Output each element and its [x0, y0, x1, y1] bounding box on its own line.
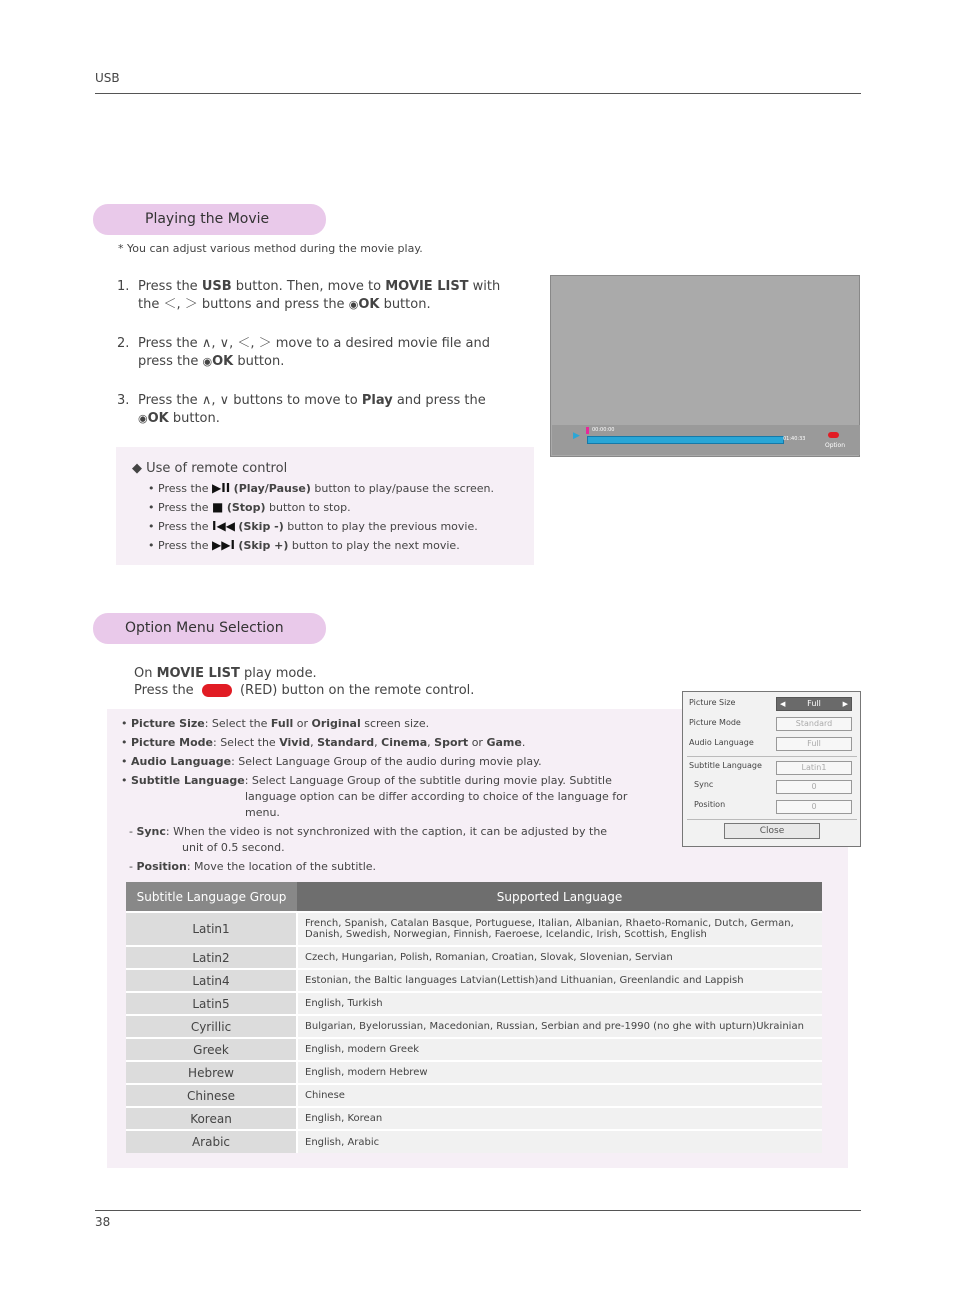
table-row: Chinese Chinese [126, 1084, 822, 1107]
playhead-marker[interactable] [586, 427, 589, 434]
menu-label-position: Position [694, 800, 726, 809]
step-2: 2. Press the ∧, ∨, ＜, ＞ move to a desired movie file and press the ◉OK button. [117, 336, 491, 369]
page-number: 38 [95, 1215, 111, 1229]
remote-item: • Press the I◀◀ (Skip -) button to play the previous movie. [148, 519, 478, 533]
arrow-left-icon[interactable]: ◀ [780, 700, 786, 708]
red-option-button-icon[interactable] [828, 432, 839, 438]
section-label: USB [95, 71, 120, 85]
position-field[interactable]: 0 [776, 800, 852, 814]
movie-player-screen [550, 275, 860, 457]
table-row: Hebrew English, modern Hebrew [126, 1061, 822, 1084]
option-definitions [121, 716, 641, 878]
diamond-bullet-icon: ◆ [132, 461, 147, 476]
ok-icon: ◉ [138, 412, 148, 425]
menu-label-subtitle-language: Subtitle Language [689, 761, 762, 770]
remote-list [148, 480, 494, 556]
play-icon[interactable]: ▶ [573, 431, 580, 441]
red-button-icon [202, 684, 232, 697]
def-position: - Position: Move the location of the subtitle. [129, 860, 377, 873]
menu-divider [687, 756, 857, 757]
footer-rule [95, 1210, 861, 1211]
skip-forward-icon: ▶▶I [212, 538, 235, 552]
sync-field[interactable]: 0 [776, 780, 852, 794]
picture-size-selector[interactable]: ◀ Full ▶ [776, 697, 852, 711]
menu-divider [687, 819, 857, 820]
def-sync: - Sync: When the video is not synchronized with the caption, it can be adjusted by the unit of 0.5 second. [129, 825, 608, 854]
table-row: Latin2 Czech, Hungarian, Polish, Romanian, Croatian, Slovak, Slovenian, Servian [126, 946, 822, 969]
time-end: 01:40:33 [783, 436, 806, 442]
header-rule [95, 93, 861, 94]
remote-item: • Press the ▶II (Play/Pause) button to play/pause the screen. [148, 481, 494, 495]
menu-label-audio-language: Audio Language [689, 738, 754, 747]
play-pause-icon: ▶II [212, 481, 231, 495]
time-start: 00:00:00 [592, 427, 615, 433]
progress-bar[interactable] [587, 436, 784, 444]
table-row: Korean English, Korean [126, 1107, 822, 1130]
arrow-right-icon[interactable]: ▶ [842, 700, 848, 708]
audio-language-field[interactable]: Full [776, 737, 852, 751]
menu-label-picture-mode: Picture Mode [689, 718, 741, 727]
table-row: Arabic English, Arabic [126, 1130, 822, 1153]
ok-icon: ◉ [348, 298, 359, 311]
ok-icon: ◉ [202, 355, 213, 368]
playing-note: * You can adjust various method during the movie play. [118, 242, 423, 255]
step-1: 1. Press the USB button. Then, move to MOVIE LIST with the ＜, ＞ buttons and press the ◉OK button. [117, 279, 501, 312]
stop-icon: ■ [212, 500, 224, 514]
menu-label-picture-size: Picture Size [689, 698, 736, 707]
playing-steps [117, 278, 517, 449]
remote-title: ◆ Use of remote control [132, 461, 288, 476]
subtitle-language-table [126, 882, 822, 1153]
close-button[interactable]: Close [724, 823, 820, 839]
def-audio-language: • Audio Language: Select Language Group of the audio during movie play. [121, 755, 542, 768]
table-row: Latin5 English, Turkish [126, 992, 822, 1015]
table-header: Subtitle Language Group [126, 882, 297, 912]
player-control-bar [552, 425, 860, 455]
option-intro: On MOVIE LIST play mode. Press the (RED) button on the remote control. [134, 666, 475, 698]
option-section-title: Option Menu Selection [93, 613, 326, 644]
playing-section-title: Playing the Movie [93, 204, 326, 235]
option-label: Option [825, 442, 846, 449]
def-picture-size: • Picture Size: Select the Full or Original screen size. [121, 717, 430, 730]
table-row: Greek English, modern Greek [126, 1038, 822, 1061]
def-subtitle-language: • Subtitle Language: Select Language Group of the subtitle during movie play. Subtitle language option can be differ according to choice of the language for menu. [121, 774, 628, 819]
remote-item: • Press the ▶▶I (Skip +) button to play the next movie. [148, 538, 460, 552]
def-picture-mode: • Picture Mode: Select the Vivid, Standard, Cinema, Sport or Game. [121, 736, 526, 749]
table-row: Latin1 French, Spanish, Catalan Basque, Portuguese, Italian, Albanian, Rhaeto-Romanic, Dutch, German, Danish, Swedish, Norwegian, Finnish, Faeroese, Icelandic, Irish, Scottish, English [126, 912, 822, 946]
picture-mode-field[interactable]: Standard [776, 717, 852, 731]
menu-label-sync: Sync [694, 780, 714, 789]
step-3: 3. Press the ∧, ∨ buttons to move to Play and press the ◉OK button. [117, 393, 486, 426]
option-menu-panel [682, 691, 861, 847]
table-row: Cyrillic Bulgarian, Byelorussian, Macedonian, Russian, Serbian and pre-1990 (no ghe with upturn)Ukrainian [126, 1015, 822, 1038]
remote-item: • Press the ■ (Stop) button to stop. [148, 500, 351, 514]
table-header: Supported Language [297, 882, 822, 912]
table-row: Latin4 Estonian, the Baltic languages Latvian(Lettish)and Lithuanian, Greenlandic and Lappish [126, 969, 822, 992]
subtitle-language-field[interactable]: Latin1 [776, 761, 852, 775]
skip-back-icon: I◀◀ [212, 519, 235, 533]
